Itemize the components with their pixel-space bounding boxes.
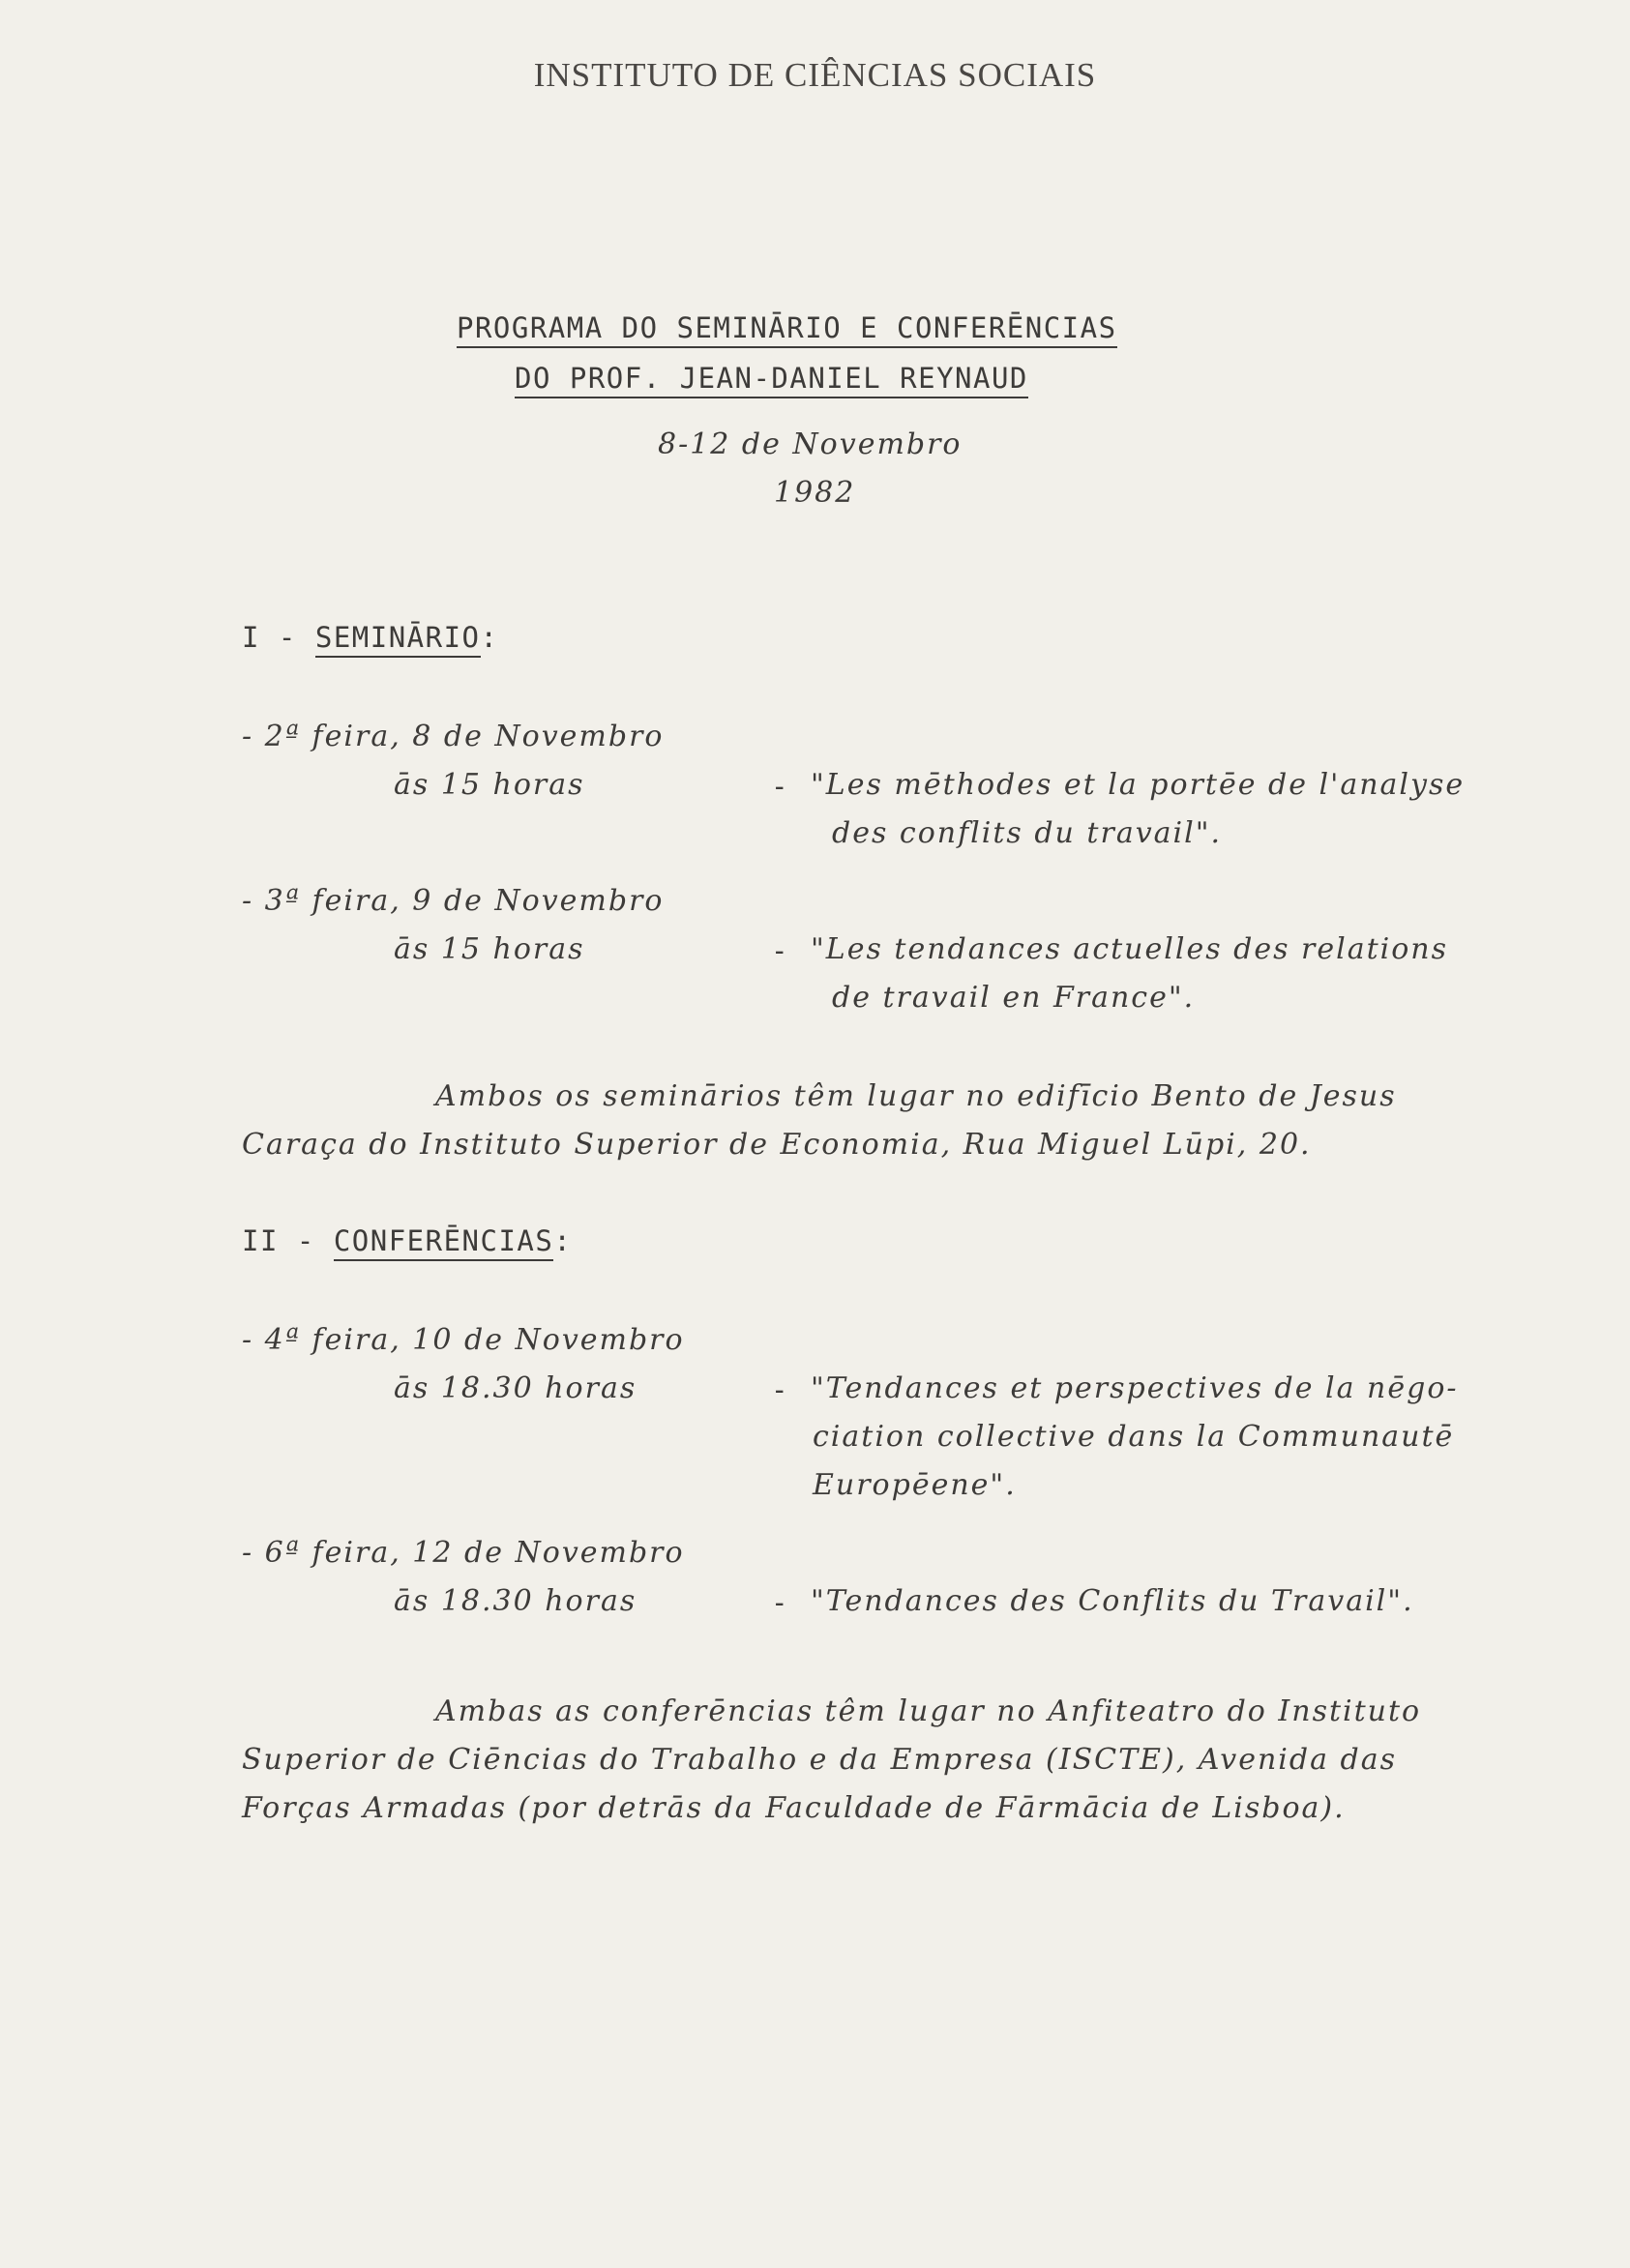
conference-venue-line-1: Ambas as conferēncias têm lugar no Anfiteatro do Instituto bbox=[435, 1694, 1422, 1728]
seminar-1-topic-line-2: des conflits du travail". bbox=[832, 816, 1223, 850]
conference-venue-line-3: Forças Armadas (por detrās da Faculdade de Fārmācia de Lisboa). bbox=[242, 1791, 1346, 1825]
seminar-venue-line-1: Ambos os seminārios têm lugar no edifīcio Bento de Jesus bbox=[435, 1079, 1397, 1113]
section-2-colon: : bbox=[553, 1224, 573, 1257]
seminar-2-day: - 3ª feira, 9 de Novembro bbox=[242, 884, 665, 918]
section-1-colon: : bbox=[480, 621, 499, 654]
section-1-title: SEMINĀRIO bbox=[315, 621, 481, 658]
letterhead: INSTITUTO DE CIÊNCIAS SOCIAIS bbox=[533, 56, 1097, 94]
section-1-heading bbox=[242, 621, 498, 654]
conference-1-day: - 4ª feira, 10 de Novembro bbox=[242, 1323, 685, 1357]
seminar-1-dash: - bbox=[771, 770, 788, 803]
seminar-venue-line-2: Caraça do Instituto Superior de Economia, Rua Miguel Lūpi, 20. bbox=[242, 1128, 1312, 1162]
conference-2-day: - 6ª feira, 12 de Novembro bbox=[242, 1536, 685, 1570]
conference-1-time: ās 18.30 horas bbox=[394, 1371, 637, 1405]
seminar-2-time: ās 15 horas bbox=[394, 932, 585, 966]
section-2-number: II - bbox=[242, 1224, 315, 1257]
seminar-1-time: ās 15 horas bbox=[394, 768, 585, 802]
section-2-title: CONFERĒNCIAS bbox=[334, 1224, 554, 1261]
conference-1-topic-line-1: "Tendances et perspectives de la nēgo- bbox=[811, 1371, 1459, 1405]
section-2-heading bbox=[242, 1224, 572, 1257]
title-line-1: PROGRAMA DO SEMINĀRIO E CONFERĒNCIAS bbox=[457, 311, 1117, 348]
conference-1-topic-line-3: Europēene". bbox=[813, 1468, 1017, 1502]
conference-1-topic-line-2: ciation collective dans la Communautē bbox=[813, 1420, 1455, 1454]
title-dates: 8-12 de Novembro bbox=[658, 427, 963, 461]
seminar-1-day: - 2ª feira, 8 de Novembro bbox=[242, 720, 665, 753]
seminar-2-topic-line-1: "Les tendances actuelles des relations bbox=[811, 932, 1449, 966]
seminar-1-topic-line-1: "Les mēthodes et la portēe de l'analyse bbox=[811, 768, 1466, 802]
conference-2-dash: - bbox=[771, 1586, 788, 1619]
title-year: 1982 bbox=[774, 476, 856, 510]
conference-2-topic-line-1: "Tendances des Conflits du Travail". bbox=[811, 1584, 1414, 1618]
title-line-2: DO PROF. JEAN-DANIEL REYNAUD bbox=[515, 362, 1028, 398]
seminar-2-topic-line-2: de travail en France". bbox=[832, 981, 1196, 1015]
section-1-number: I - bbox=[242, 621, 297, 654]
conference-1-dash: - bbox=[771, 1373, 788, 1406]
conference-2-time: ās 18.30 horas bbox=[394, 1584, 637, 1618]
conference-venue-line-2: Superior de Ciēncias do Trabalho e da Empresa (ISCTE), Avenida das bbox=[242, 1743, 1397, 1777]
seminar-2-dash: - bbox=[771, 934, 788, 967]
